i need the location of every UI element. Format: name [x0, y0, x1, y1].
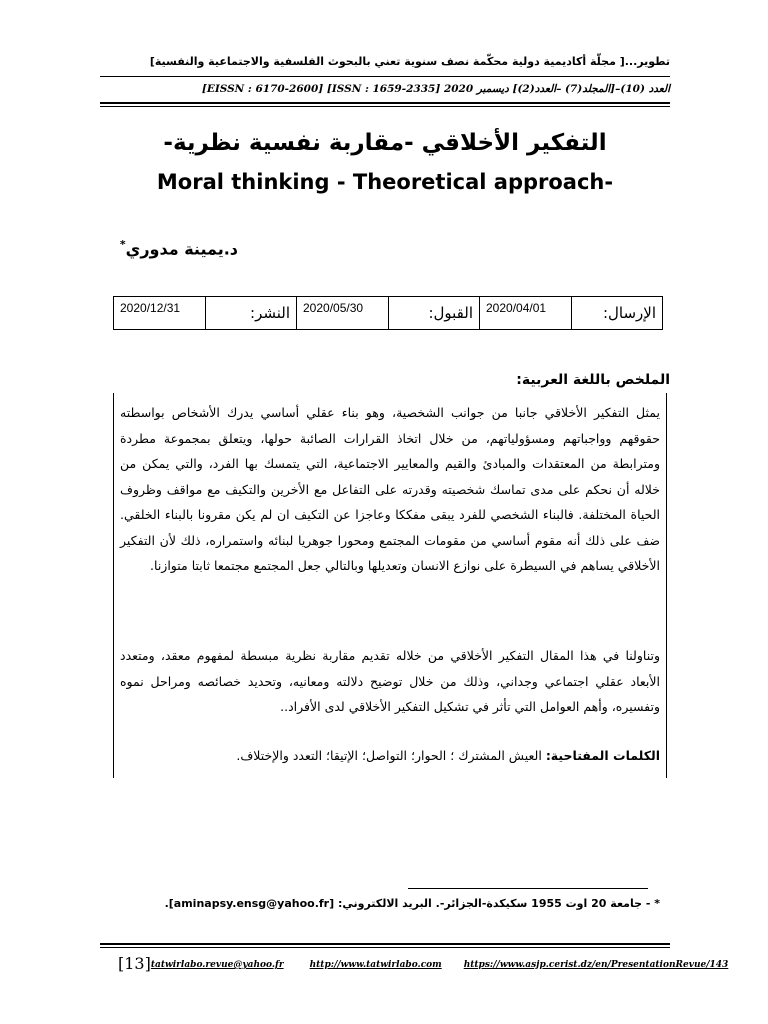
sent-date: 2020/04/01 — [480, 297, 572, 330]
title-english: Moral thinking - Theoretical approach- — [156, 170, 614, 194]
keywords-line — [120, 748, 660, 763]
submission-dates-table — [113, 296, 663, 330]
footer-website-link[interactable]: http://www.tatwirlabo.com — [309, 960, 442, 970]
author-name — [120, 238, 238, 258]
abstract-paragraph-2: وتناولنا في هذا المقال التفكير الأخلاقي من خلاله تقديم مقاربة نظرية مبسطة لمفهوم معقد، ومتعدد الأبعاد عقلي اجتماعي وجداني، وذلك من خلال توضيح دلالته ومعانيه، وتحديد خصائصه ومراحل نموه وتفسيره، وأهم العوامل التي تأثر في تشكيل التفكير الأخلاقي لدى الأفراد.. — [120, 648, 660, 714]
accepted-label: القبول: — [388, 297, 480, 330]
keywords-label: الكلمات المفتاحية: — [545, 748, 660, 763]
author-footnote-mark: * — [119, 238, 126, 251]
footer-email-link[interactable]: tatwirlabo.revue@yahoo.fr — [150, 960, 284, 970]
published-label: النشر: — [205, 297, 297, 330]
published-date: 2020/12/31 — [114, 297, 206, 330]
footer-double-rule-thin — [100, 947, 670, 948]
header-divider — [100, 76, 670, 77]
footer-asjp-link[interactable]: https://www.asjp.cerist.dz/en/PresentationRevue/143 — [463, 960, 729, 970]
keywords-list: العيش المشترك ؛ الحوار؛ التواصل؛ الإتيقا؛ التعدد والإختلاف. — [236, 748, 542, 763]
header-double-rule-thin — [100, 106, 670, 107]
author-footnote: * - جامعة 20 اوت 1955 سكيكدة-الجزائر-. البريد الالكتروني: [aminapsy.ensg@yahoo.fr]. — [164, 897, 660, 910]
footer-double-rule — [100, 943, 670, 945]
sent-label: الإرسال: — [571, 297, 663, 330]
page-number: [13] — [118, 954, 151, 973]
abstract-paragraph-1: يمثل التفكير الأخلاقي جانبا من جوانب الشخصية، وهو بناء عقلي أساسي يدرك الأشخاص بواسطته حقوقهم وواجباتهم ومسؤولياتهم، من خلال اتخاذ القرارات الصائبة حولها، ويتعلق بمجموعة مطردة ومترابطة من المعتقدات والمبادئ والقيم والمعايير الاجتماعية، التي يتمسك بها الفرد، والتي يمكن من خلاله أن نحكم على مدى تماسك شخصيته وقدرته على التفاعل مع الأخرين والتكيف مع مواقف وظروف الحياة المختلفة. فالبناء الشخصي للفرد يبقى مفككا وعاجزا عن التكيف ان لم يكن مقرونا بالبناء الخلقي. ضف على ذلك أنه مقوم أساسي من مقومات المجتمع ومحورا جوهريا لبنائه واستمراره، ذلك لأن التفكير الأخلاقي يساهم في السيطرة على نوازع الانسان وتعديلها وبالتالي جعل المجتمع مجتمعا ثابتا متوازنا. — [120, 405, 660, 573]
title-arabic: التفكير الأخلاقي -مقاربة نفسية نظرية- — [163, 130, 607, 156]
footnote-rule — [408, 888, 648, 889]
header-double-rule — [100, 102, 670, 104]
author-name-text: د.يمينة مدوري — [125, 239, 238, 259]
accepted-date: 2020/05/30 — [297, 297, 389, 330]
journal-description: تطوير...[ مجلّة أكاديمية دولية محكّمة نصف سنوية تعني بالبحوث الفلسفية والاجتماعية والنفسية] — [149, 55, 670, 68]
issue-info: العدد (10)–[المجلد(7) –العدد(2)] ديسمبر 2020 [ISSN : 1659-2335] [EISSN : 6170-2600] — [201, 83, 670, 95]
footer — [118, 954, 729, 973]
abstract-heading: الملخص باللغة العربية: — [516, 372, 670, 388]
